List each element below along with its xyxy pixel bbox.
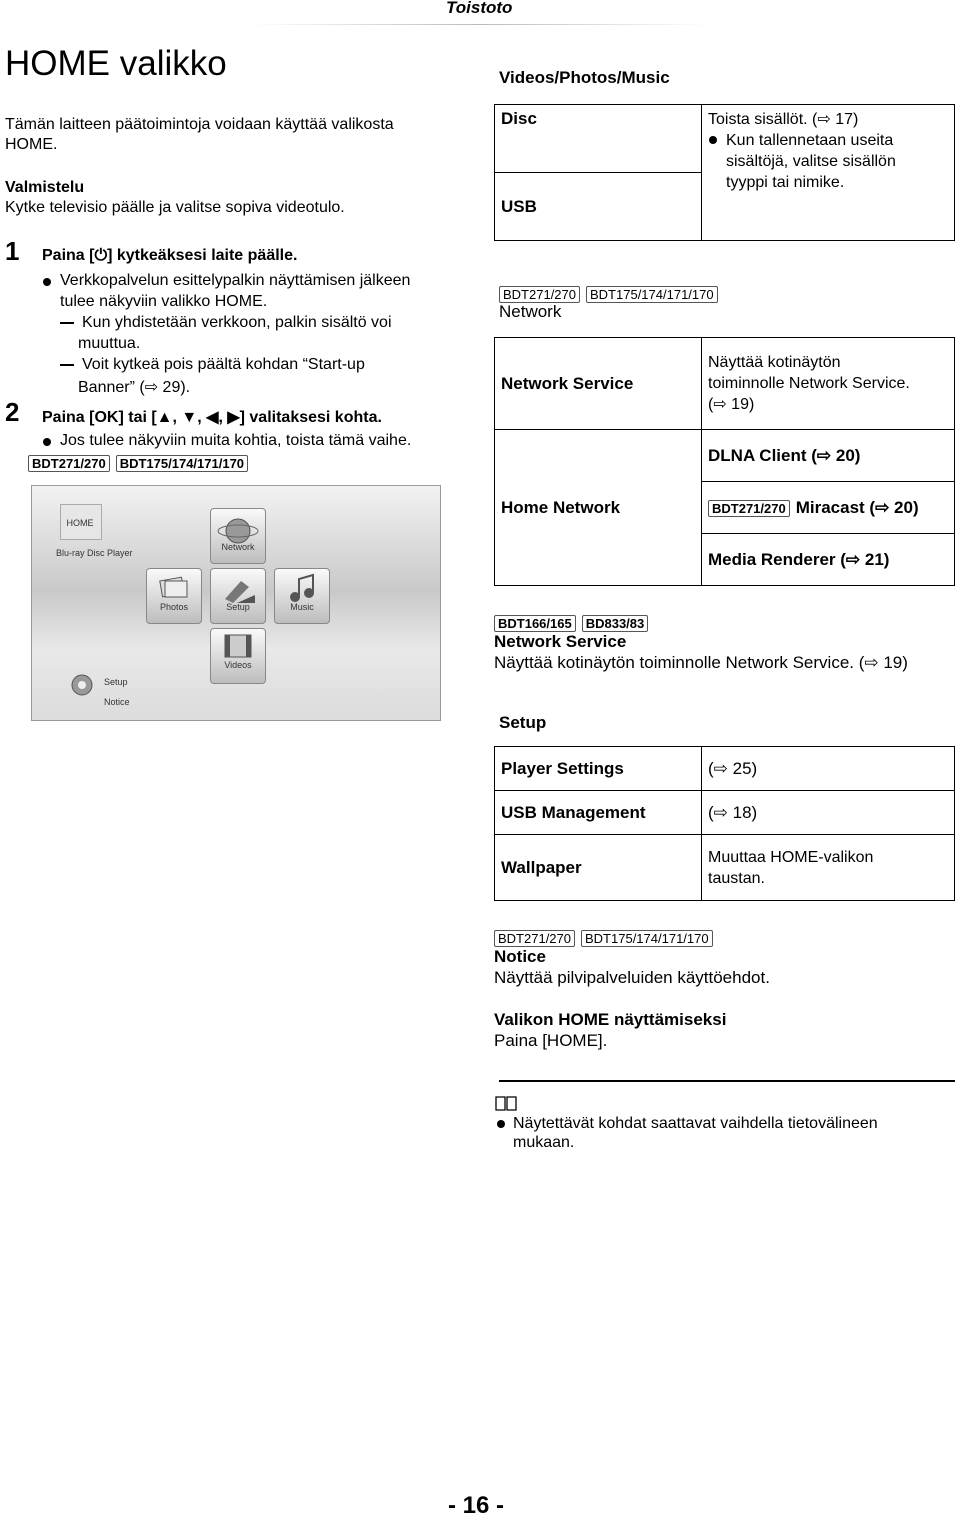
notice-text: Näyttää pilvipalveluiden käyttöehdot. bbox=[494, 968, 770, 987]
ns-desc-line-3: (⇨ 19) bbox=[708, 396, 755, 413]
bullet bbox=[43, 438, 51, 446]
ns2-heading: Network Service bbox=[494, 632, 627, 651]
prep-text: Kytke televisio päälle ja valitse sopiva videotulo. bbox=[5, 199, 345, 216]
step-2-bullet: Jos tulee näkyviin muita kohtia, toista tämä vaihe. bbox=[60, 432, 412, 449]
step-1-text: Paina [⏻] kytkeäksesi laite päälle. bbox=[42, 247, 298, 264]
photos-tile bbox=[146, 568, 202, 624]
ns-desc-line-1: Näyttää kotinäytön bbox=[708, 354, 841, 371]
step-1-dash-2-line-2: Banner” (⇨ 29). bbox=[78, 379, 191, 396]
step-1-number: 1 bbox=[5, 236, 20, 266]
music-tile bbox=[274, 568, 330, 624]
notice-heading: Notice bbox=[494, 947, 546, 966]
player-label: Blu-ray Disc Player bbox=[56, 548, 133, 558]
miracast-label: Miracast (⇨ 20) bbox=[795, 497, 919, 517]
vpm-heading: Videos/Photos/Music bbox=[499, 68, 670, 87]
usb-management-ref: (⇨ 18) bbox=[702, 791, 955, 835]
setup-table bbox=[494, 746, 955, 901]
ns2-text: Näyttää kotinäytön toiminnolle Network Service. (⇨ 19) bbox=[494, 653, 908, 672]
usb-cell: USB bbox=[495, 173, 702, 241]
wallpaper-cell: Wallpaper bbox=[495, 835, 702, 901]
model-badge: BDT175/174/171/170 bbox=[581, 930, 713, 947]
globe-icon bbox=[211, 509, 265, 563]
music-label: Music bbox=[290, 602, 314, 612]
disc-cell: Disc bbox=[495, 105, 702, 173]
wallpaper-desc-line-1: Muuttaa HOME-valikon bbox=[708, 848, 874, 866]
network-label: Network bbox=[221, 542, 255, 552]
dash bbox=[60, 364, 74, 366]
page-title: HOME valikko bbox=[5, 44, 227, 83]
miracast-cell bbox=[702, 482, 955, 534]
dash bbox=[60, 322, 74, 324]
intro-line-1: Tämän laitteen päätoimintoja voidaan käyttää valikosta bbox=[5, 116, 394, 133]
bullet bbox=[497, 1120, 505, 1128]
prep-heading: Valmistelu bbox=[5, 179, 85, 196]
bottom-setup-label: Setup bbox=[104, 677, 128, 687]
bullet bbox=[709, 136, 717, 144]
usb-management-cell: USB Management bbox=[495, 791, 702, 835]
network-tile bbox=[210, 508, 266, 564]
home-menu-screenshot bbox=[31, 485, 441, 721]
film-icon bbox=[211, 629, 265, 663]
step-2-text: Paina [OK] tai [▲, ▼, ◀, ▶] valitaksesi kohta. bbox=[42, 409, 382, 426]
network-service-cell: Network Service bbox=[495, 338, 702, 430]
setup-tile bbox=[210, 568, 266, 624]
network-heading: Network bbox=[499, 302, 562, 321]
page-number: - 16 - bbox=[448, 1492, 505, 1519]
player-settings-ref: (⇨ 25) bbox=[702, 747, 955, 791]
network-table bbox=[494, 337, 955, 586]
note-line-1: Näytettävät kohdat saattavat vaihdella tietovälineen bbox=[513, 1115, 878, 1132]
model-badge: BDT271/270 bbox=[494, 930, 575, 947]
model-badge: BDT271/270 bbox=[708, 500, 790, 517]
model-badge: BDT271/270 bbox=[499, 286, 580, 303]
videos-label: Videos bbox=[224, 660, 252, 670]
divider bbox=[499, 1080, 955, 1082]
setup-label: Setup bbox=[226, 602, 250, 612]
model-badge: BD833/83 bbox=[582, 615, 649, 632]
step-1-dash-2-line-1: Voit kytkeä pois päältä kohdan “Start-up bbox=[82, 356, 365, 373]
vpm-desc-line-1: Toista sisällöt. (⇨ 17) bbox=[708, 111, 859, 128]
step-1-dash-1-line-1: Kun yhdistetään verkkoon, palkin sisältö voi bbox=[82, 314, 392, 331]
vpm-desc-line-3: sisältöjä, valitse sisällön bbox=[726, 153, 896, 170]
player-settings-cell: Player Settings bbox=[495, 747, 702, 791]
dlna-cell: DLNA Client (⇨ 20) bbox=[702, 430, 955, 482]
vpm-description bbox=[702, 105, 955, 241]
network-service-desc bbox=[702, 338, 955, 430]
vpm-table bbox=[494, 104, 955, 241]
model-badge: BDT175/174/171/170 bbox=[116, 455, 248, 472]
step-2-number: 2 bbox=[5, 397, 20, 427]
book-icon bbox=[494, 1094, 518, 1112]
wallpaper-desc-line-2: taustan. bbox=[708, 869, 765, 887]
intro-line-2: HOME. bbox=[5, 136, 58, 153]
step-1-dash-1-line-2: muuttua. bbox=[78, 335, 141, 352]
media-renderer-cell: Media Renderer (⇨ 21) bbox=[702, 534, 955, 586]
display-home-heading: Valikon HOME näyttämiseksi bbox=[494, 1010, 727, 1029]
note-line-2: mukaan. bbox=[513, 1134, 575, 1151]
bottom-notice-label: Notice bbox=[104, 697, 130, 707]
model-badge: BDT271/270 bbox=[28, 455, 110, 472]
step-1-bullet-line-2: tulee näkyviin valikko HOME. bbox=[60, 293, 268, 310]
home-label: HOME bbox=[66, 518, 94, 528]
photos-label: Photos bbox=[159, 602, 189, 612]
vpm-desc-line-4: tyyppi tai nimike. bbox=[726, 174, 845, 191]
section-header: Toistoto bbox=[446, 0, 513, 17]
wallpaper-desc bbox=[702, 835, 955, 901]
gear-icon bbox=[68, 670, 104, 700]
vpm-desc-line-2: Kun tallennetaan useita bbox=[726, 132, 894, 149]
display-home-text: Paina [HOME]. bbox=[494, 1031, 608, 1050]
bullet bbox=[43, 278, 51, 286]
ns-desc-line-2: toiminnolle Network Service. bbox=[708, 375, 910, 392]
step-1-bullet-line-1: Verkkopalvelun esittelypalkin näyttämisen jälkeen bbox=[60, 272, 411, 289]
model-badge: BDT175/174/171/170 bbox=[586, 286, 718, 303]
header-rule bbox=[250, 24, 710, 25]
setup-heading: Setup bbox=[499, 713, 547, 732]
videos-tile bbox=[210, 628, 266, 684]
home-network-cell: Home Network bbox=[495, 430, 702, 586]
model-badge: BDT166/165 bbox=[494, 615, 576, 632]
